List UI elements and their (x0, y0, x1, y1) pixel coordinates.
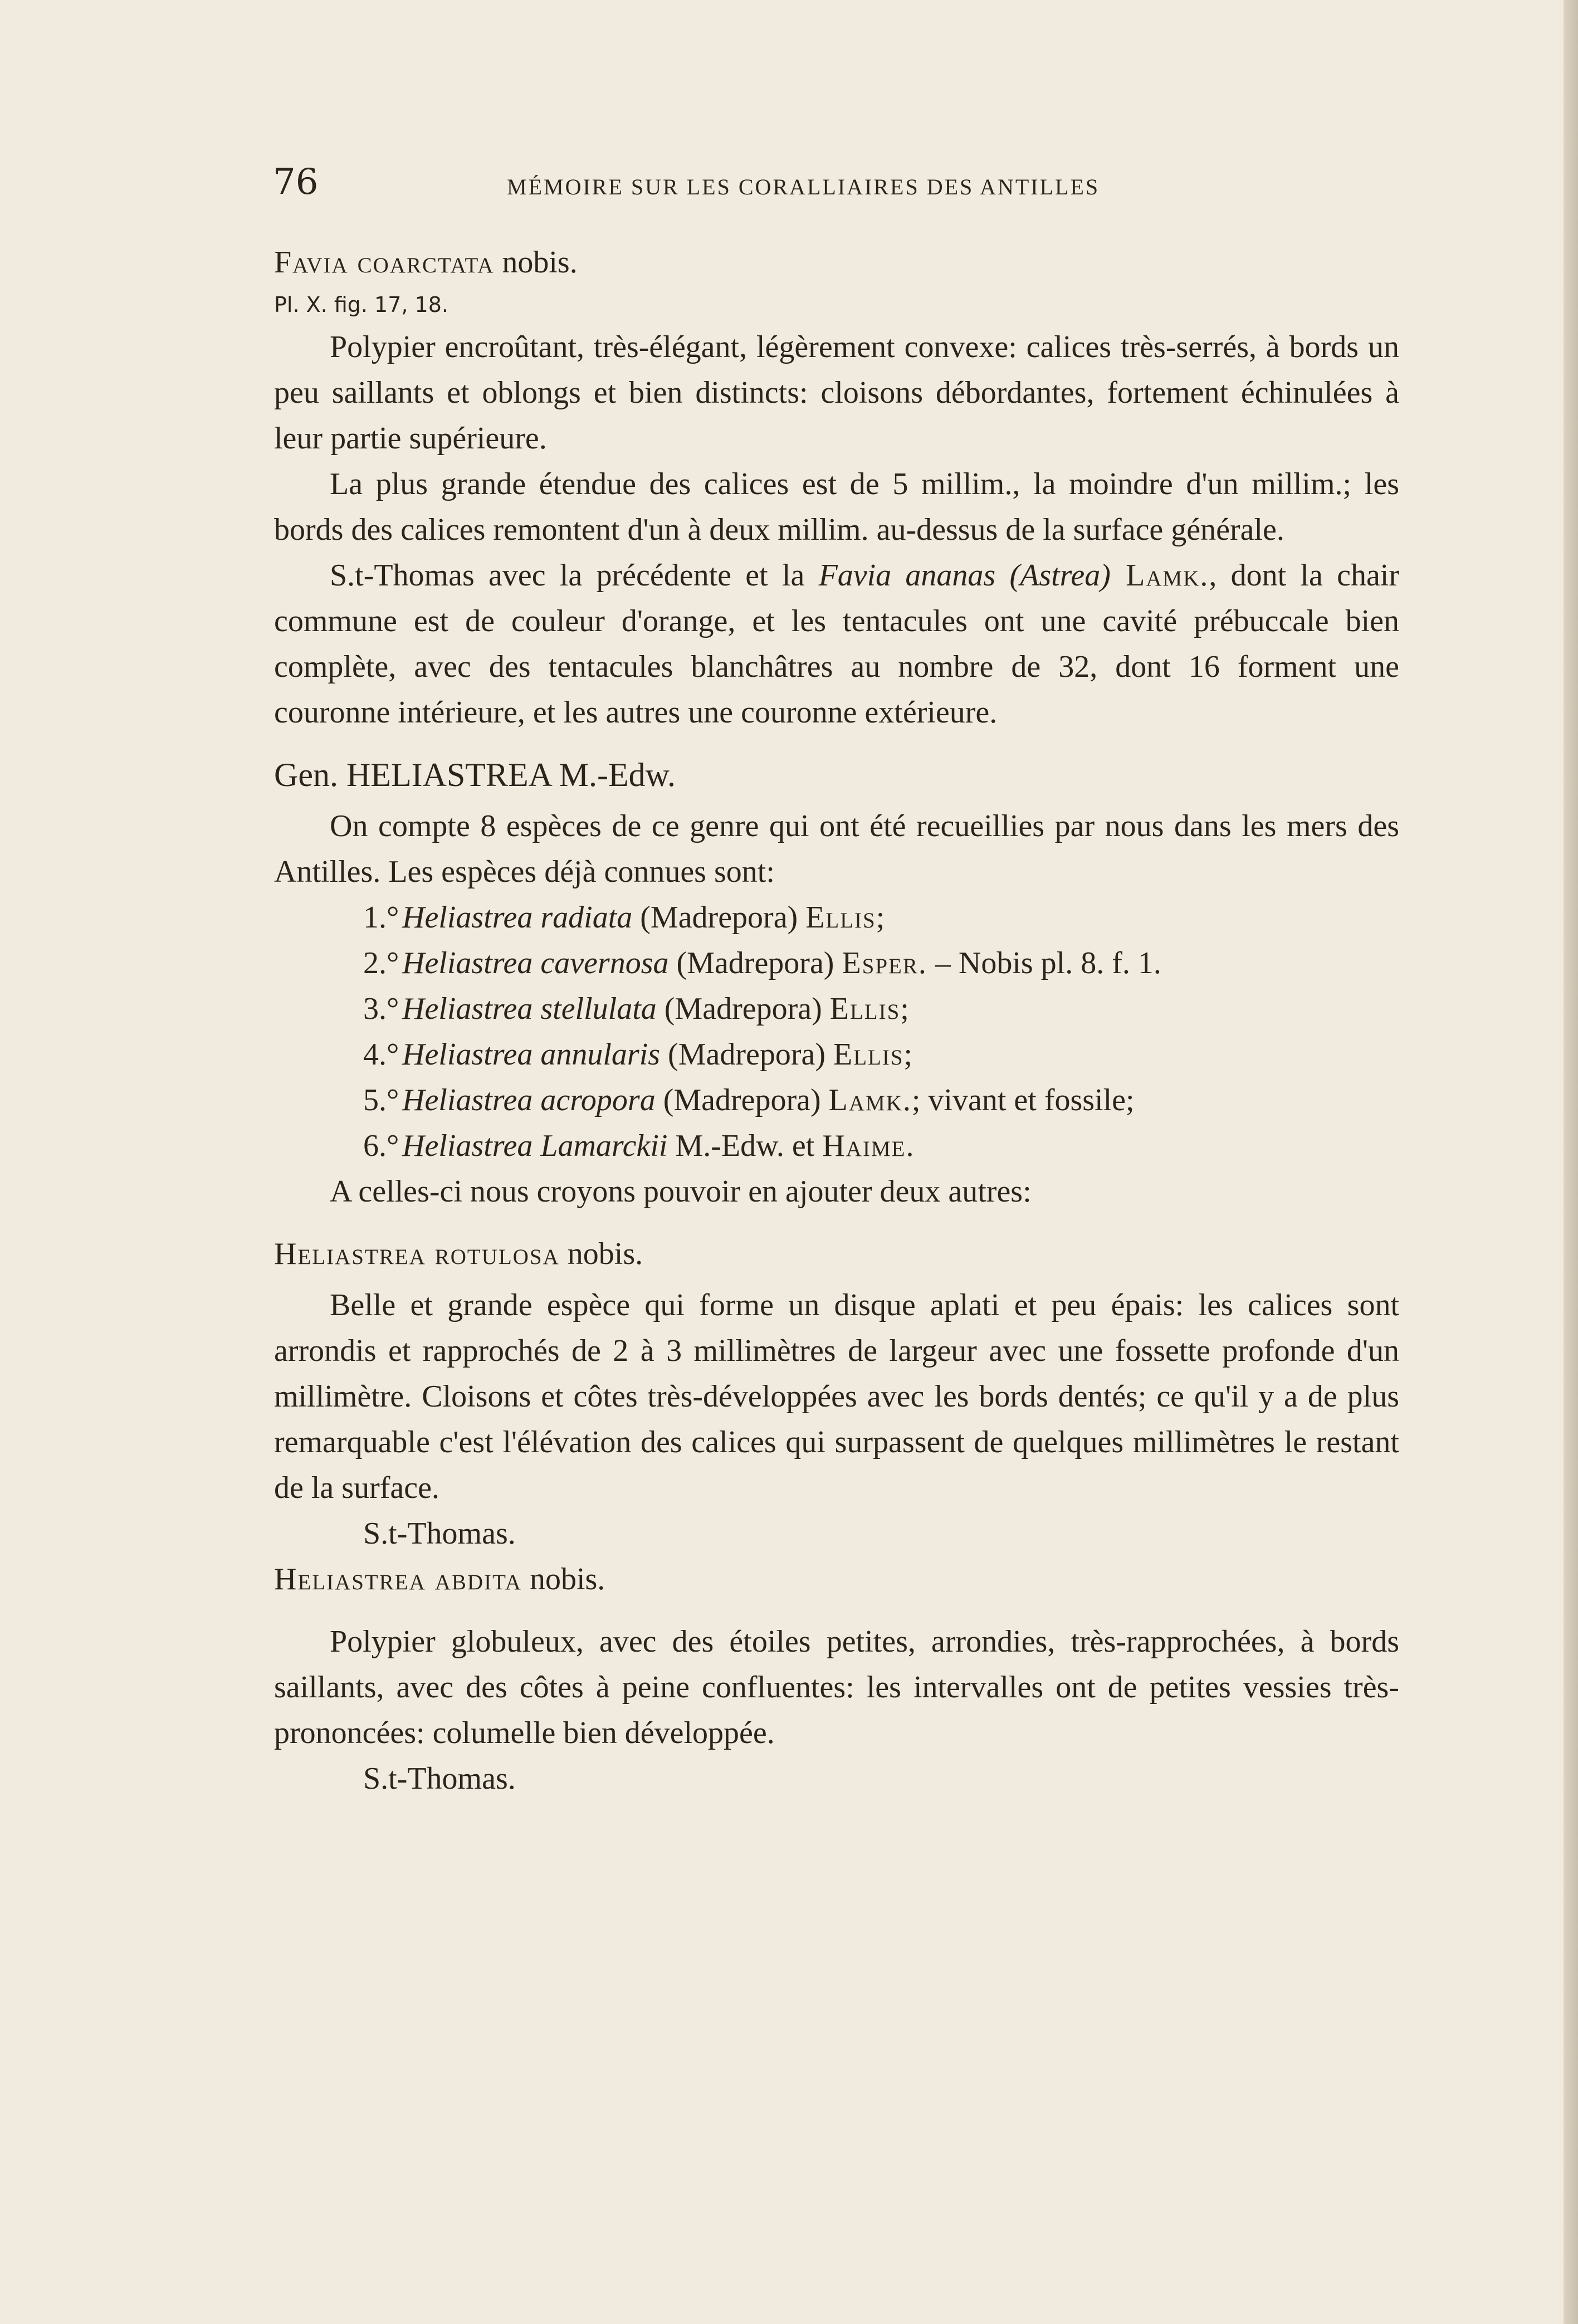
favia-heading: Favia coarctata nobis. (274, 245, 578, 280)
favia-paragraph-2: La plus grande étendue des calices est de 5 millim., la moindre d'un millim.; les bords des calices remontent d'un à deux millim. au-dessus de la surface générale. (274, 467, 1399, 547)
abdita-locality: S.t-Thomas. (363, 1761, 516, 1796)
rotulosa-heading: Heliastrea rotulosa nobis. (274, 1237, 643, 1271)
genus-heading: Gen. HELIASTREA M.-Edw. (274, 756, 676, 793)
species-item-4: 4.°Heliastrea annularis (Madrepora) Ellis; (363, 1037, 913, 1072)
species-list (274, 895, 1399, 1169)
abdita-heading: Heliastrea abdita nobis. (274, 1562, 605, 1596)
genus-conclusion: A celles-ci nous croyons pouvoir en ajouter deux autres: (330, 1174, 1032, 1209)
page-edge (1564, 0, 1578, 2324)
page-header (273, 162, 1175, 212)
rotulosa-locality: S.t-Thomas. (363, 1516, 516, 1551)
abdita-paragraph: Polypier globuleux, avec des étoiles petites, arrondies, très-rapprochées, à bords saillants, avec des côtes à peine confluentes: les intervalles ont de petites vessies très-prononcées: columelle bien développée. (274, 1624, 1399, 1750)
plate-reference: Pl. X. fig. 17, 18. (274, 292, 448, 317)
genus-intro: On compte 8 espèces de ce genre qui ont été recueillies par nous dans les mers des Antilles. Les espèces déjà connues sont: (274, 809, 1399, 889)
favia-paragraph-1: Polypier encroûtant, très-élégant, légèrement convexe: calices très-serrés, à bords un peu saillants et oblongs et bien distincts: cloisons débordantes, fortement échinulées à leur partie supérieure. (274, 330, 1399, 456)
favia-paragraph-3: S.t-Thomas avec la précédente et la Favia ananas (Astrea) Lamk., dont la chair commune est de couleur d'orange, et les tentacules ont une cavité prébuccale bien complète, avec des tentacules blanchâtres au nombre de 32, dont 16 forment une couronne intérieure, et les autres une couronne extérieure. (274, 558, 1400, 730)
species-item-2: 2.°Heliastrea cavernosa (Madrepora) Esper. – Nobis pl. 8. f. 1. (363, 946, 1161, 980)
species-item-5: 5.°Heliastrea acropora (Madrepora) Lamk.; vivant et fossile; (363, 1083, 1135, 1117)
main-text (274, 240, 1399, 1801)
species-item-6: 6.°Heliastrea Lamarckii M.-Edw. et Haime. (363, 1129, 914, 1163)
rotulosa-paragraph: Belle et grande espèce qui forme un disque aplati et peu épais: les calices sont arrondis et rapprochés de 2 à 3 millimètres de largeur avec une fossette profonde d'un millimètre. Cloisons et côtes très-développées avec les bords dentés; ce qu'il y a de plus remarquable c'est l'élévation des calices qui surpassent de quelques millimètres le restant de la surface. (274, 1288, 1399, 1505)
page-number: 76 (273, 162, 319, 203)
species-item-1: 1.°Heliastrea radiata (Madrepora) Ellis; (363, 900, 885, 935)
running-title: MÉMOIRE SUR LES CORALLIAIRES DES ANTILLES (507, 174, 1100, 199)
species-item-3: 3.°Heliastrea stellulata (Madrepora) Ellis; (363, 992, 909, 1026)
